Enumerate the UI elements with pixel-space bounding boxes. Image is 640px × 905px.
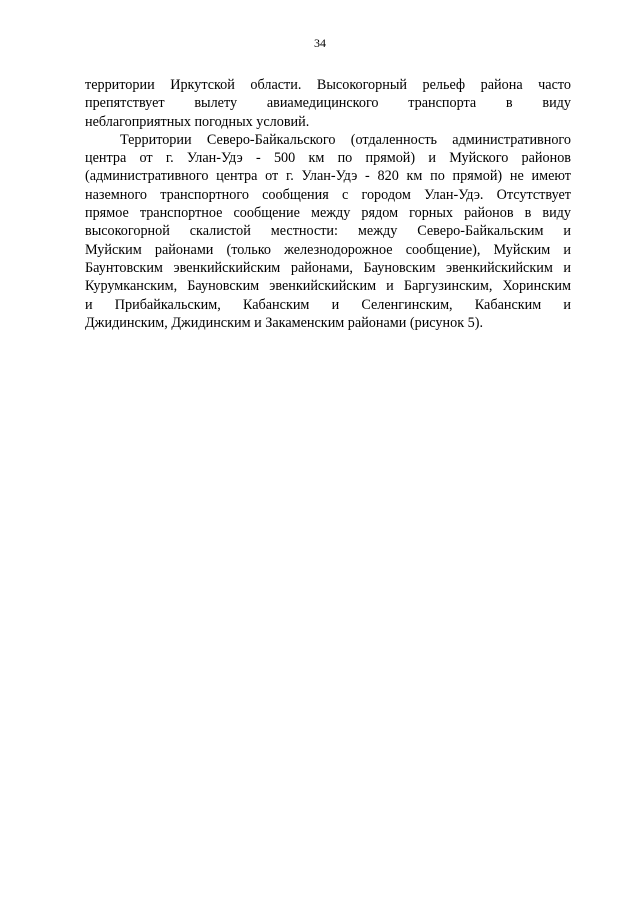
text-line: территории Иркутской области. Высокогорный рельеф района часто bbox=[85, 77, 571, 93]
text-line: Курумканским, Бауновским эвенкийскийским и Баргузинским, Хоринским bbox=[85, 278, 571, 295]
text-line: Джидинским, Джидинским и Закаменским районами (рисунок 5). bbox=[85, 314, 483, 331]
text-line: Баунтовским эвенкийскийским районами, Бауновским эвенкийскийским и bbox=[85, 259, 571, 276]
text-line: препятствует вылету авиамедицинского транспорта в виду bbox=[85, 95, 571, 112]
text-line: центра от г. Улан-Удэ - 500 км по прямой) и Муйского районов bbox=[85, 150, 571, 167]
paragraph-2 bbox=[85, 131, 571, 332]
text-line: наземного транспортного сообщения с городом Улан-Удэ. Отсутствует bbox=[85, 186, 571, 203]
text-line: Территории Северо-Байкальского (отдаленность административного bbox=[120, 131, 571, 148]
text-line: (административного центра от г. Улан-Удэ - 820 км по прямой) не имеют bbox=[85, 168, 571, 185]
text-line: неблагоприятных погодных условий. bbox=[85, 113, 310, 130]
text-line: Муйским районами (только железнодорожное сообщение), Муйским и bbox=[85, 241, 571, 258]
page-number: 34 bbox=[314, 36, 326, 50]
paragraph-1 bbox=[85, 76, 571, 131]
text-line: прямое транспортное сообщение между рядом горных районов в виду bbox=[85, 205, 571, 222]
body-text bbox=[85, 76, 571, 332]
text-line: высокогорной скалистой местности: между Северо-Байкальским и bbox=[85, 223, 571, 240]
text-line: и Прибайкальским, Кабанским и Селенгинским, Кабанским и bbox=[85, 296, 571, 313]
